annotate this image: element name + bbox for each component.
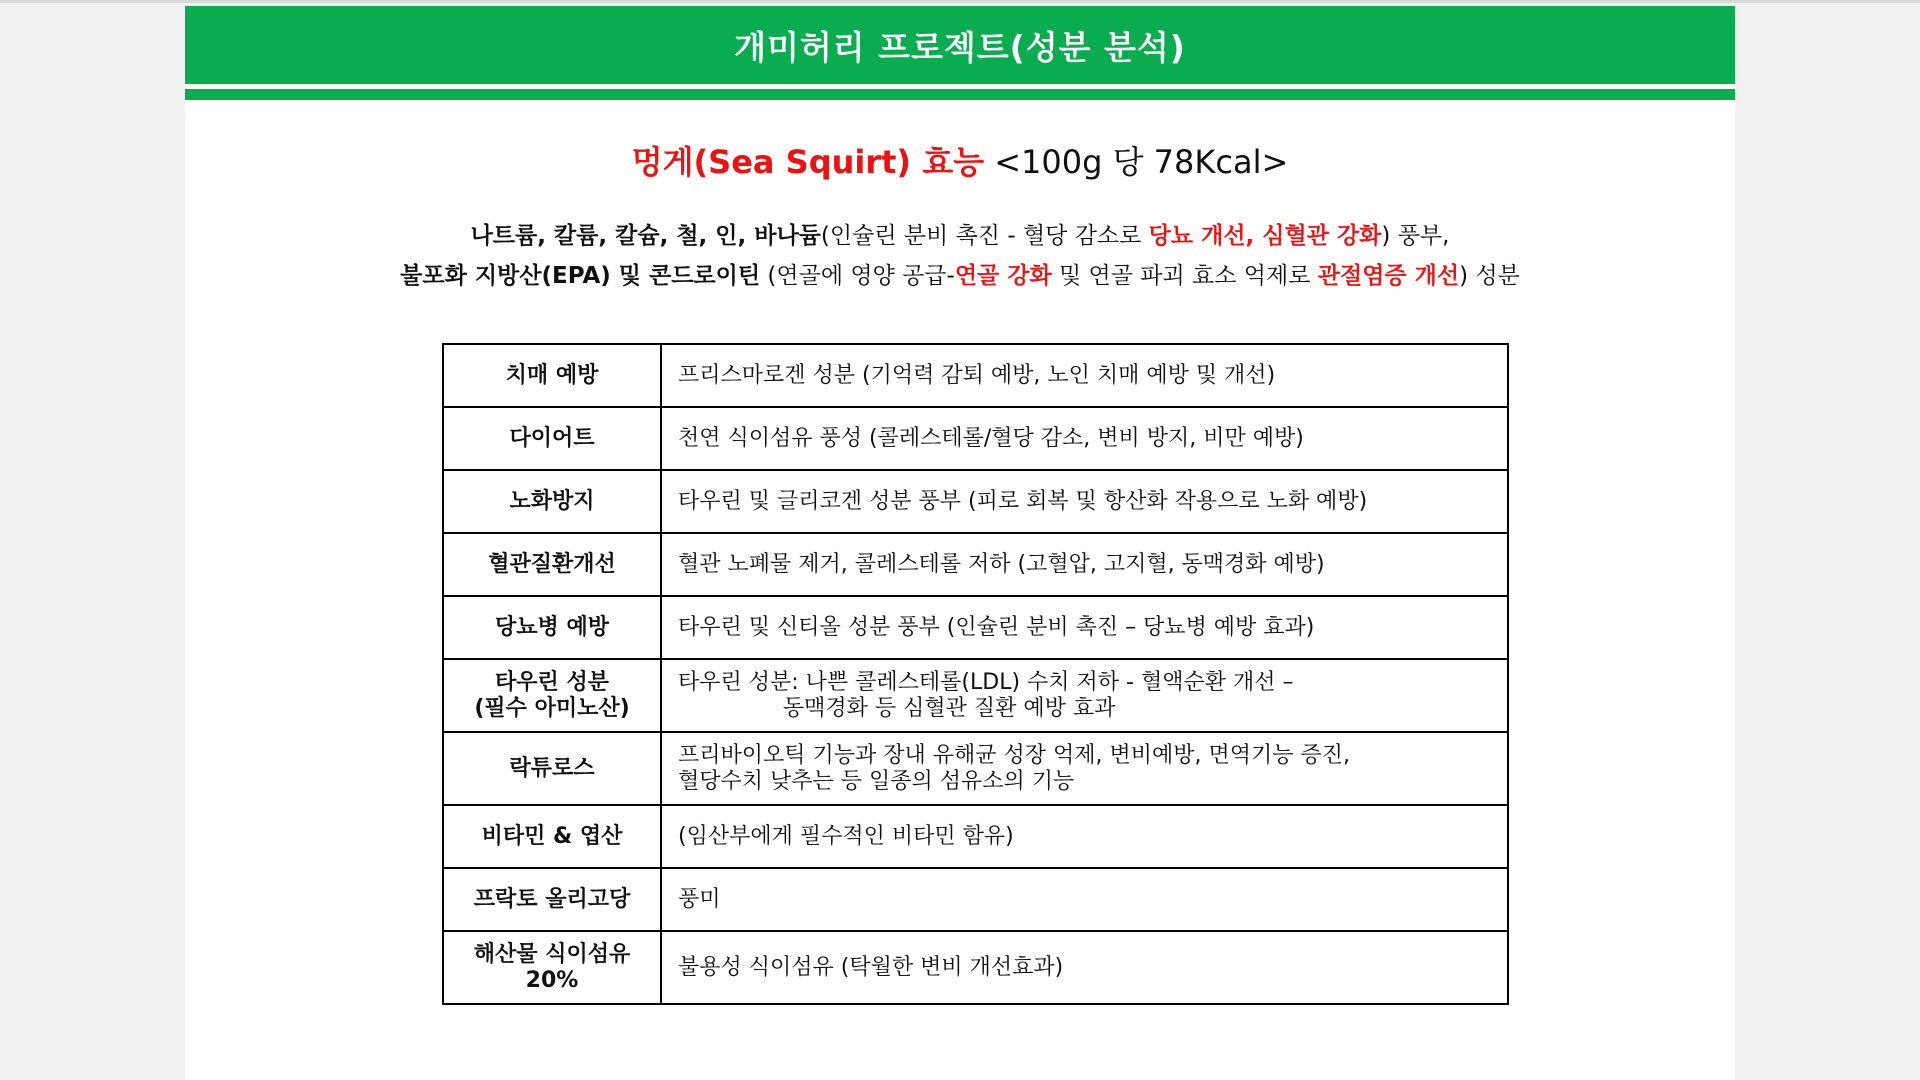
minerals-text: 나트륨, 칼륨, 칼슘, 철, 인, 바나듐 <box>470 223 821 249</box>
table-row <box>443 868 1508 931</box>
benefit-description: 프리스마로겐 성분 (기억력 감퇴 예방, 노인 치매 예방 및 개선) <box>661 344 1508 407</box>
description-text: ) 성분 <box>1459 263 1520 289</box>
description-text: (인슐린 분비 촉진 - 혈당 감소로 <box>820 223 1149 249</box>
benefit-label: 노화방지 <box>443 470 661 533</box>
highlight-text: 관절염증 개선 <box>1317 263 1460 289</box>
slide <box>185 6 1735 1080</box>
benefit-label: 해산물 식이섬유 20% <box>443 931 661 1004</box>
benefit-label: 타우린 성분 (필수 아미노산) <box>443 659 661 732</box>
highlight-text: 당뇨 개선, 심혈관 강화 <box>1148 223 1382 249</box>
benefit-description: 천연 식이섬유 풍성 (콜레스테롤/혈당 감소, 변비 방지, 비만 예방) <box>661 407 1508 470</box>
fatty-acids-text: 불포화 지방산(EPA) 및 콘드로이틴 <box>400 263 761 289</box>
benefit-label: 락튜로스 <box>443 732 661 805</box>
benefit-description: 불용성 식이섬유 (탁월한 변비 개선효과) <box>661 931 1508 1004</box>
subtitle-calories: <100g 당 78Kcal> <box>984 143 1289 181</box>
table-row <box>443 470 1508 533</box>
table-row <box>443 931 1508 1004</box>
description-text: ) 풍부, <box>1381 223 1450 249</box>
top-border <box>0 0 1920 3</box>
subtitle <box>185 142 1735 182</box>
highlight-text: 연골 강화 <box>954 263 1052 289</box>
description <box>185 216 1735 296</box>
description-line-1 <box>185 216 1735 256</box>
subtitle-highlight: 멍게(Sea Squirt) 효능 <box>631 143 985 181</box>
table-row <box>443 596 1508 659</box>
description-text: 및 연골 파괴 효소 억제로 <box>1051 263 1318 289</box>
benefit-description: 풍미 <box>661 868 1508 931</box>
header-stripe <box>185 89 1735 100</box>
description-line-2 <box>185 256 1735 296</box>
benefits-table <box>442 343 1509 1005</box>
benefit-description: 타우린 및 글리코겐 성분 풍부 (피로 회복 및 항산화 작용으로 노화 예방) <box>661 470 1508 533</box>
table-row <box>443 805 1508 868</box>
page-title: 개미허리 프로젝트(성분 분석) <box>734 27 1186 67</box>
description-text: (연골에 영양 공급- <box>760 263 955 289</box>
benefit-description: 타우린 및 신티올 성분 풍부 (인슐린 분비 촉진 – 당뇨병 예방 효과) <box>661 596 1508 659</box>
table-row <box>443 344 1508 407</box>
table-row <box>443 407 1508 470</box>
benefit-description: 타우린 성분: 나쁜 콜레스테롤(LDL) 수치 저하 - 혈액순환 개선 – 동맥경화 등 심혈관 질환 예방 효과 <box>661 659 1508 732</box>
benefit-label: 혈관질환개선 <box>443 533 661 596</box>
benefit-label: 다이어트 <box>443 407 661 470</box>
header-banner <box>185 6 1735 84</box>
benefit-label: 당뇨병 예방 <box>443 596 661 659</box>
benefit-description: 혈관 노폐물 제거, 콜레스테롤 저하 (고혈압, 고지혈, 동맥경화 예방) <box>661 533 1508 596</box>
table-row <box>443 533 1508 596</box>
benefit-description: 프리바이오틱 기능과 장내 유해균 성장 억제, 변비예방, 면역기능 증진, 혈당수치 낮추는 등 일종의 섬유소의 기능 <box>661 732 1508 805</box>
benefit-label: 프락토 올리고당 <box>443 868 661 931</box>
benefit-label: 치매 예방 <box>443 344 661 407</box>
table-row <box>443 659 1508 732</box>
table-row <box>443 732 1508 805</box>
benefit-label: 비타민 & 엽산 <box>443 805 661 868</box>
benefit-description: (임산부에게 필수적인 비타민 함유) <box>661 805 1508 868</box>
